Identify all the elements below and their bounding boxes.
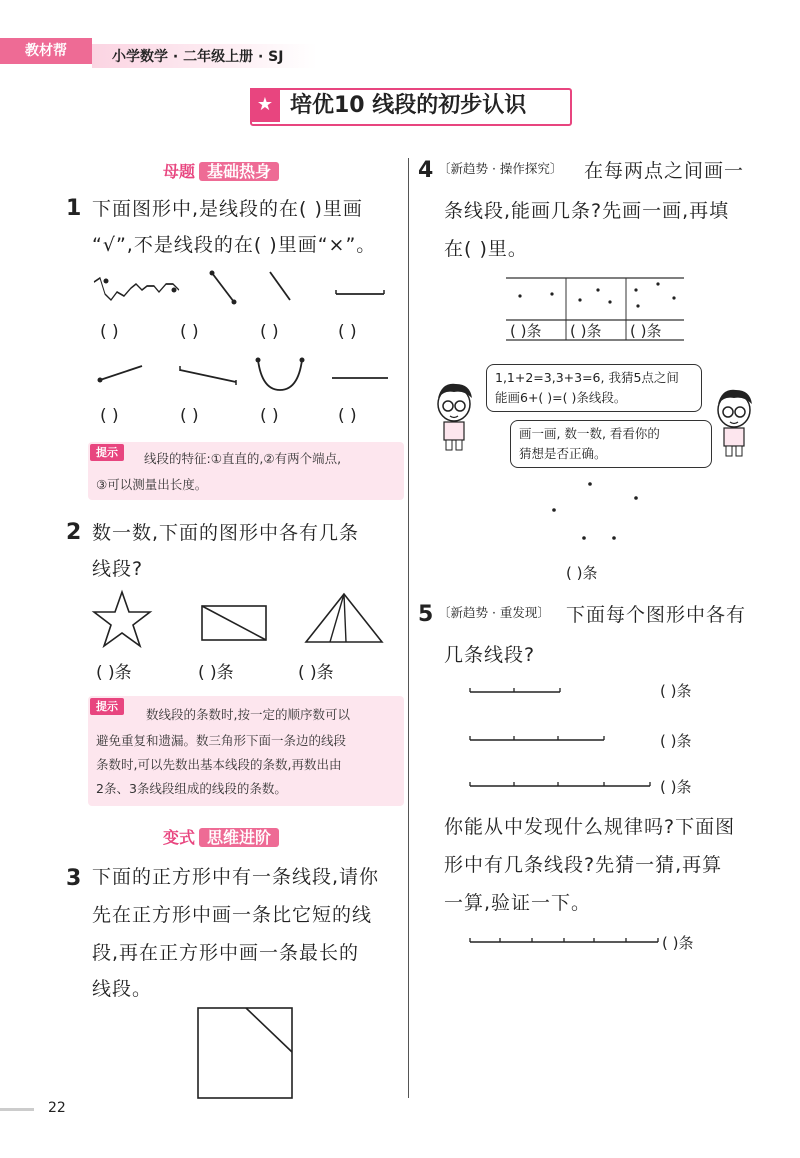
q4-table-ans-1[interactable]: ( )条	[510, 322, 542, 340]
hint-tag-1: 提示	[90, 444, 124, 461]
q5-answer-3[interactable]: ( )条	[660, 778, 692, 796]
bubble1-line1: 1,1+2=3,3+3=6, 我猜5点之间	[495, 370, 679, 385]
hint2-line3: 条数时,可以先数出基本线段的条数,再数出由	[96, 757, 342, 772]
q5-segment-figures	[466, 680, 666, 790]
q5-line4: 形中有几条线段?先猜一猜,再算	[444, 854, 723, 876]
q5-answer-2[interactable]: ( )条	[660, 732, 692, 750]
q4-line1: 在每两点之间画一	[584, 160, 745, 182]
q4-answer[interactable]: ( )条	[566, 564, 598, 582]
star-shape	[94, 592, 150, 646]
q2-answer-2[interactable]: ( )条	[198, 663, 234, 683]
hint1-line1: 线段的特征:①直直的,②有两个端点,	[144, 451, 342, 466]
q1-blank-3[interactable]: ( )	[260, 322, 279, 342]
boy-avatar-right	[710, 386, 760, 458]
q2-line1: 数一数,下面的图形中各有几条	[92, 522, 360, 544]
q5-answer-4[interactable]: ( )条	[662, 934, 694, 952]
hint-box-1	[88, 442, 404, 500]
q1-blank-5[interactable]: ( )	[100, 406, 119, 426]
star-icon: ★	[250, 88, 280, 122]
footer-line	[0, 1108, 34, 1111]
q2-answer-3[interactable]: ( )条	[298, 663, 334, 683]
bubble2-line1: 画一画, 数一数, 看看你的	[519, 426, 660, 441]
q3-line3: 段,再在正方形中画一条最长的	[92, 942, 360, 964]
q2-line2: 线段?	[92, 558, 144, 580]
q5-long-segment	[466, 930, 662, 946]
q5-line3: 你能从中发现什么规律吗?下面图	[444, 816, 736, 838]
column-divider	[408, 158, 409, 1098]
hint-box-2	[88, 696, 404, 806]
hint-tag-2: 提示	[90, 698, 124, 715]
header-title: 小学数学 · 二年级上册 · SJ	[112, 49, 284, 65]
q5-answer-1[interactable]: ( )条	[660, 682, 692, 700]
q5-line1: 下面每个图形中各有	[566, 604, 747, 626]
q4-five-dots[interactable]	[540, 476, 650, 546]
q3-square[interactable]	[196, 1006, 296, 1102]
q1-blank-7[interactable]: ( )	[260, 406, 279, 426]
q2-answer-1[interactable]: ( )条	[96, 663, 132, 683]
q4-tag: 〔新趋势 · 操作探究〕	[438, 161, 563, 176]
q4-number: 4	[418, 158, 434, 183]
q4-table-ans-3[interactable]: ( )条	[630, 322, 662, 340]
q3-line1: 下面的正方形中有一条线段,请你	[92, 866, 380, 888]
boy-avatar-left	[430, 380, 480, 452]
page-number: 22	[48, 1100, 66, 1116]
speech-bubble-1	[486, 364, 702, 412]
q1-line2: “√”,不是线段的在( )里画“×”。	[92, 234, 377, 256]
header-tab: 教材帮	[0, 38, 92, 64]
section-variant: 变式 思维进阶	[163, 826, 279, 850]
q5-line2: 几条线段?	[444, 644, 536, 666]
q1-blank-2[interactable]: ( )	[180, 322, 199, 342]
q4-line3: 在( )里。	[444, 238, 528, 260]
hint2-line1: 数线段的条数时,按一定的顺序数可以	[146, 707, 350, 722]
q1-number: 1	[66, 196, 82, 221]
q3-line4: 线段。	[92, 978, 153, 1000]
q1-line1: 下面图形中,是线段的在( )里画	[92, 198, 363, 220]
q2-figures	[90, 588, 390, 648]
speech-bubble-2	[510, 420, 712, 468]
q1-blank-8[interactable]: ( )	[338, 406, 357, 426]
hint2-line4: 2条、3条线段组成的线段的条数。	[96, 781, 287, 796]
q1-blank-1[interactable]: ( )	[100, 322, 119, 342]
q3-number: 3	[66, 866, 82, 891]
q4-line2: 条线段,能画几条?先画一画,再填	[444, 200, 730, 222]
q1-blank-4[interactable]: ( )	[338, 322, 357, 342]
q5-number: 5	[418, 602, 434, 627]
bubble1-line2: 能画6+( )=( )条线段。	[495, 390, 627, 405]
q4-table-ans-2[interactable]: ( )条	[570, 322, 602, 340]
hint1-line2: ③可以测量出长度。	[96, 477, 208, 492]
bubble2-line2: 猜想是否正确。	[519, 446, 607, 461]
q3-line2: 先在正方形中画一条比它短的线	[92, 904, 373, 926]
q1-blank-6[interactable]: ( )	[180, 406, 199, 426]
q5-line5: 一算,验证一下。	[444, 892, 592, 914]
page-title: 培优10 线段的初步认识	[290, 93, 527, 118]
q2-number: 2	[66, 520, 82, 545]
q5-tag: 〔新趋势 · 重发现〕	[438, 605, 550, 620]
hint2-line2: 避免重复和遗漏。数三角形下面一条边的线段	[96, 733, 347, 748]
section-mother: 母题 基础热身	[163, 160, 279, 184]
